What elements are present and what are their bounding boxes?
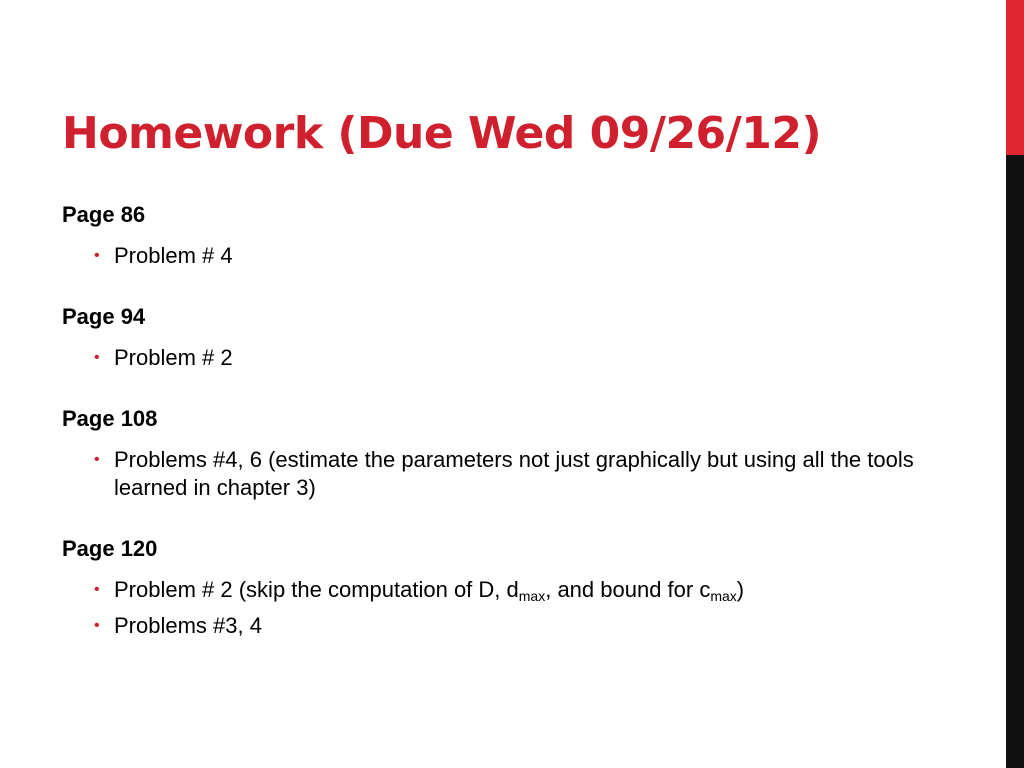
section-heading: Page 86 — [62, 202, 146, 227]
section-page-120 — [62, 534, 962, 640]
subscript-max: max — [710, 588, 737, 604]
problem-text: Problem # 2 — [114, 345, 233, 370]
problem-text: Problem # 4 — [114, 243, 233, 268]
problem-text-part: ) — [736, 577, 745, 602]
bullet-icon: • — [94, 581, 100, 598]
section-page-94 — [62, 302, 962, 372]
list-item — [62, 576, 962, 604]
bullet-icon: • — [94, 247, 100, 264]
bullet-icon: • — [94, 349, 100, 366]
problem-list — [62, 242, 962, 270]
subscript-max: max — [518, 588, 546, 604]
problem-text: Problems #4, 6 (estimate the parameters not just graphically but using all the tools learned in chapter 3) — [114, 447, 914, 500]
section-heading: Page 108 — [62, 406, 158, 431]
slide-body — [62, 200, 962, 648]
problem-text-part: Problem # 2 (skip the computation of D, d — [114, 577, 519, 602]
section-page-86 — [62, 200, 962, 270]
list-item — [62, 446, 962, 502]
problem-list — [62, 576, 962, 640]
section-heading: Page 120 — [62, 536, 158, 561]
problem-list — [62, 344, 962, 372]
slide-title: Homework (Due Wed 09/26/12) — [62, 108, 822, 159]
list-item — [62, 242, 962, 270]
bullet-icon: • — [94, 617, 100, 634]
section-heading: Page 94 — [62, 304, 146, 329]
accent-bar-red — [1006, 0, 1024, 155]
problem-list — [62, 446, 962, 502]
problem-text: Problems #3, 4 — [114, 613, 262, 638]
list-item — [62, 612, 962, 640]
bullet-icon: • — [94, 451, 100, 468]
problem-text-part: , and bound for c — [545, 577, 711, 602]
section-page-108 — [62, 404, 962, 502]
accent-bar-black — [1006, 155, 1024, 768]
list-item — [62, 344, 962, 372]
